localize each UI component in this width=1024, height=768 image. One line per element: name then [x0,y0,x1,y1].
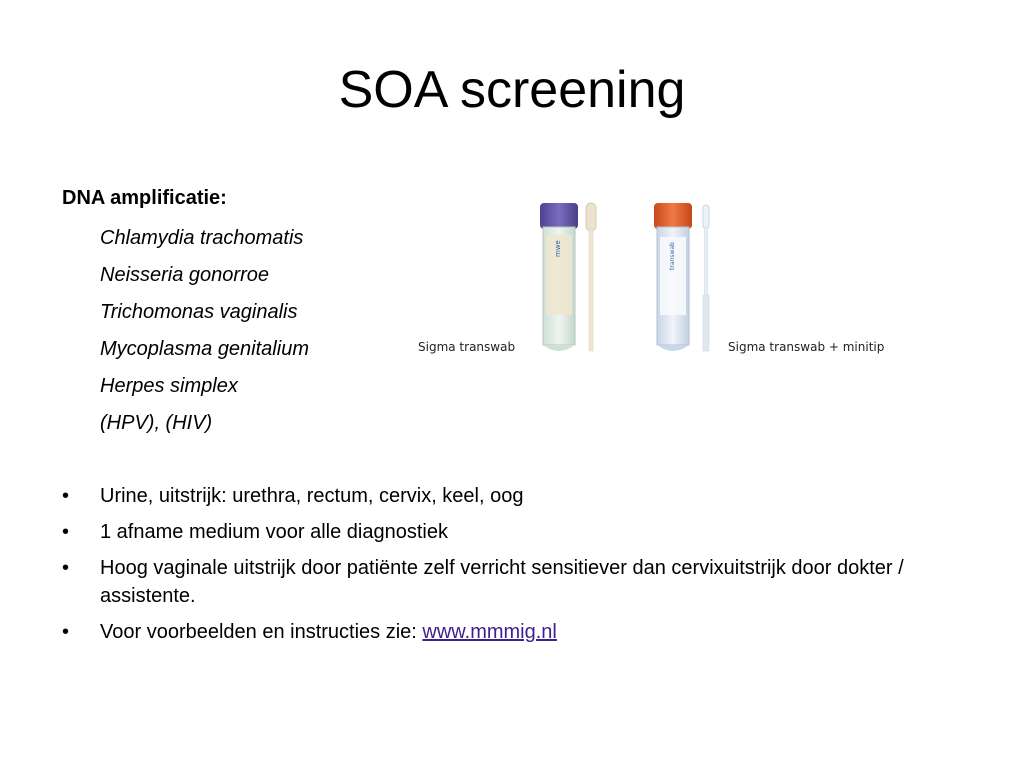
list-item [62,554,962,610]
list-item [62,618,962,646]
organism-item: (HPV), (HIV) [100,412,213,434]
bullet-marker: • [62,621,70,643]
organism-list [100,224,309,446]
organism-item: Mycoplasma genitalium [100,338,309,360]
organism-item: Herpes simplex [100,375,238,397]
list-item [62,482,962,510]
swab-products-image [410,195,910,365]
organism-item: Neisseria gonorroe [100,264,269,286]
bullet-marker: • [62,557,70,579]
bullet-text: 1 afname medium voor alle diagnostiek [100,521,448,543]
bullet-text: Hoog vaginale uitstrijk door patiënte zelf verricht sensitiever dan cervixuitstrijk door dokter / assistente. [100,557,904,607]
swab-stick-left [586,203,596,351]
transwab-tube-right [654,203,692,351]
transwab-tube-left [540,203,578,351]
bullet-marker: • [62,521,70,543]
slide-title: SOA screening [338,61,686,119]
swab-stick-right [703,205,709,351]
bullet-marker: • [62,485,70,507]
bullet-list [62,482,962,654]
organism-item: Chlamydia trachomatis [100,227,304,249]
label-sigma-transwab: Sigma transwab [418,340,516,354]
organism-item: Trichomonas vaginalis [100,301,298,323]
section-heading: DNA amplificatie: [62,187,227,209]
bullet-text: Voor voorbeelden en instructies zie: [100,621,423,643]
label-sigma-transwab-minitip: Sigma transwab + minitip [728,340,885,354]
svg-text:transwab: transwab [669,242,676,270]
mmmig-link[interactable]: www.mmmig.nl [422,621,557,643]
bullet-text: Urine, uitstrijk: urethra, rectum, cervix, keel, oog [100,485,524,507]
list-item [62,518,962,546]
svg-text:mwe: mwe [554,240,562,257]
